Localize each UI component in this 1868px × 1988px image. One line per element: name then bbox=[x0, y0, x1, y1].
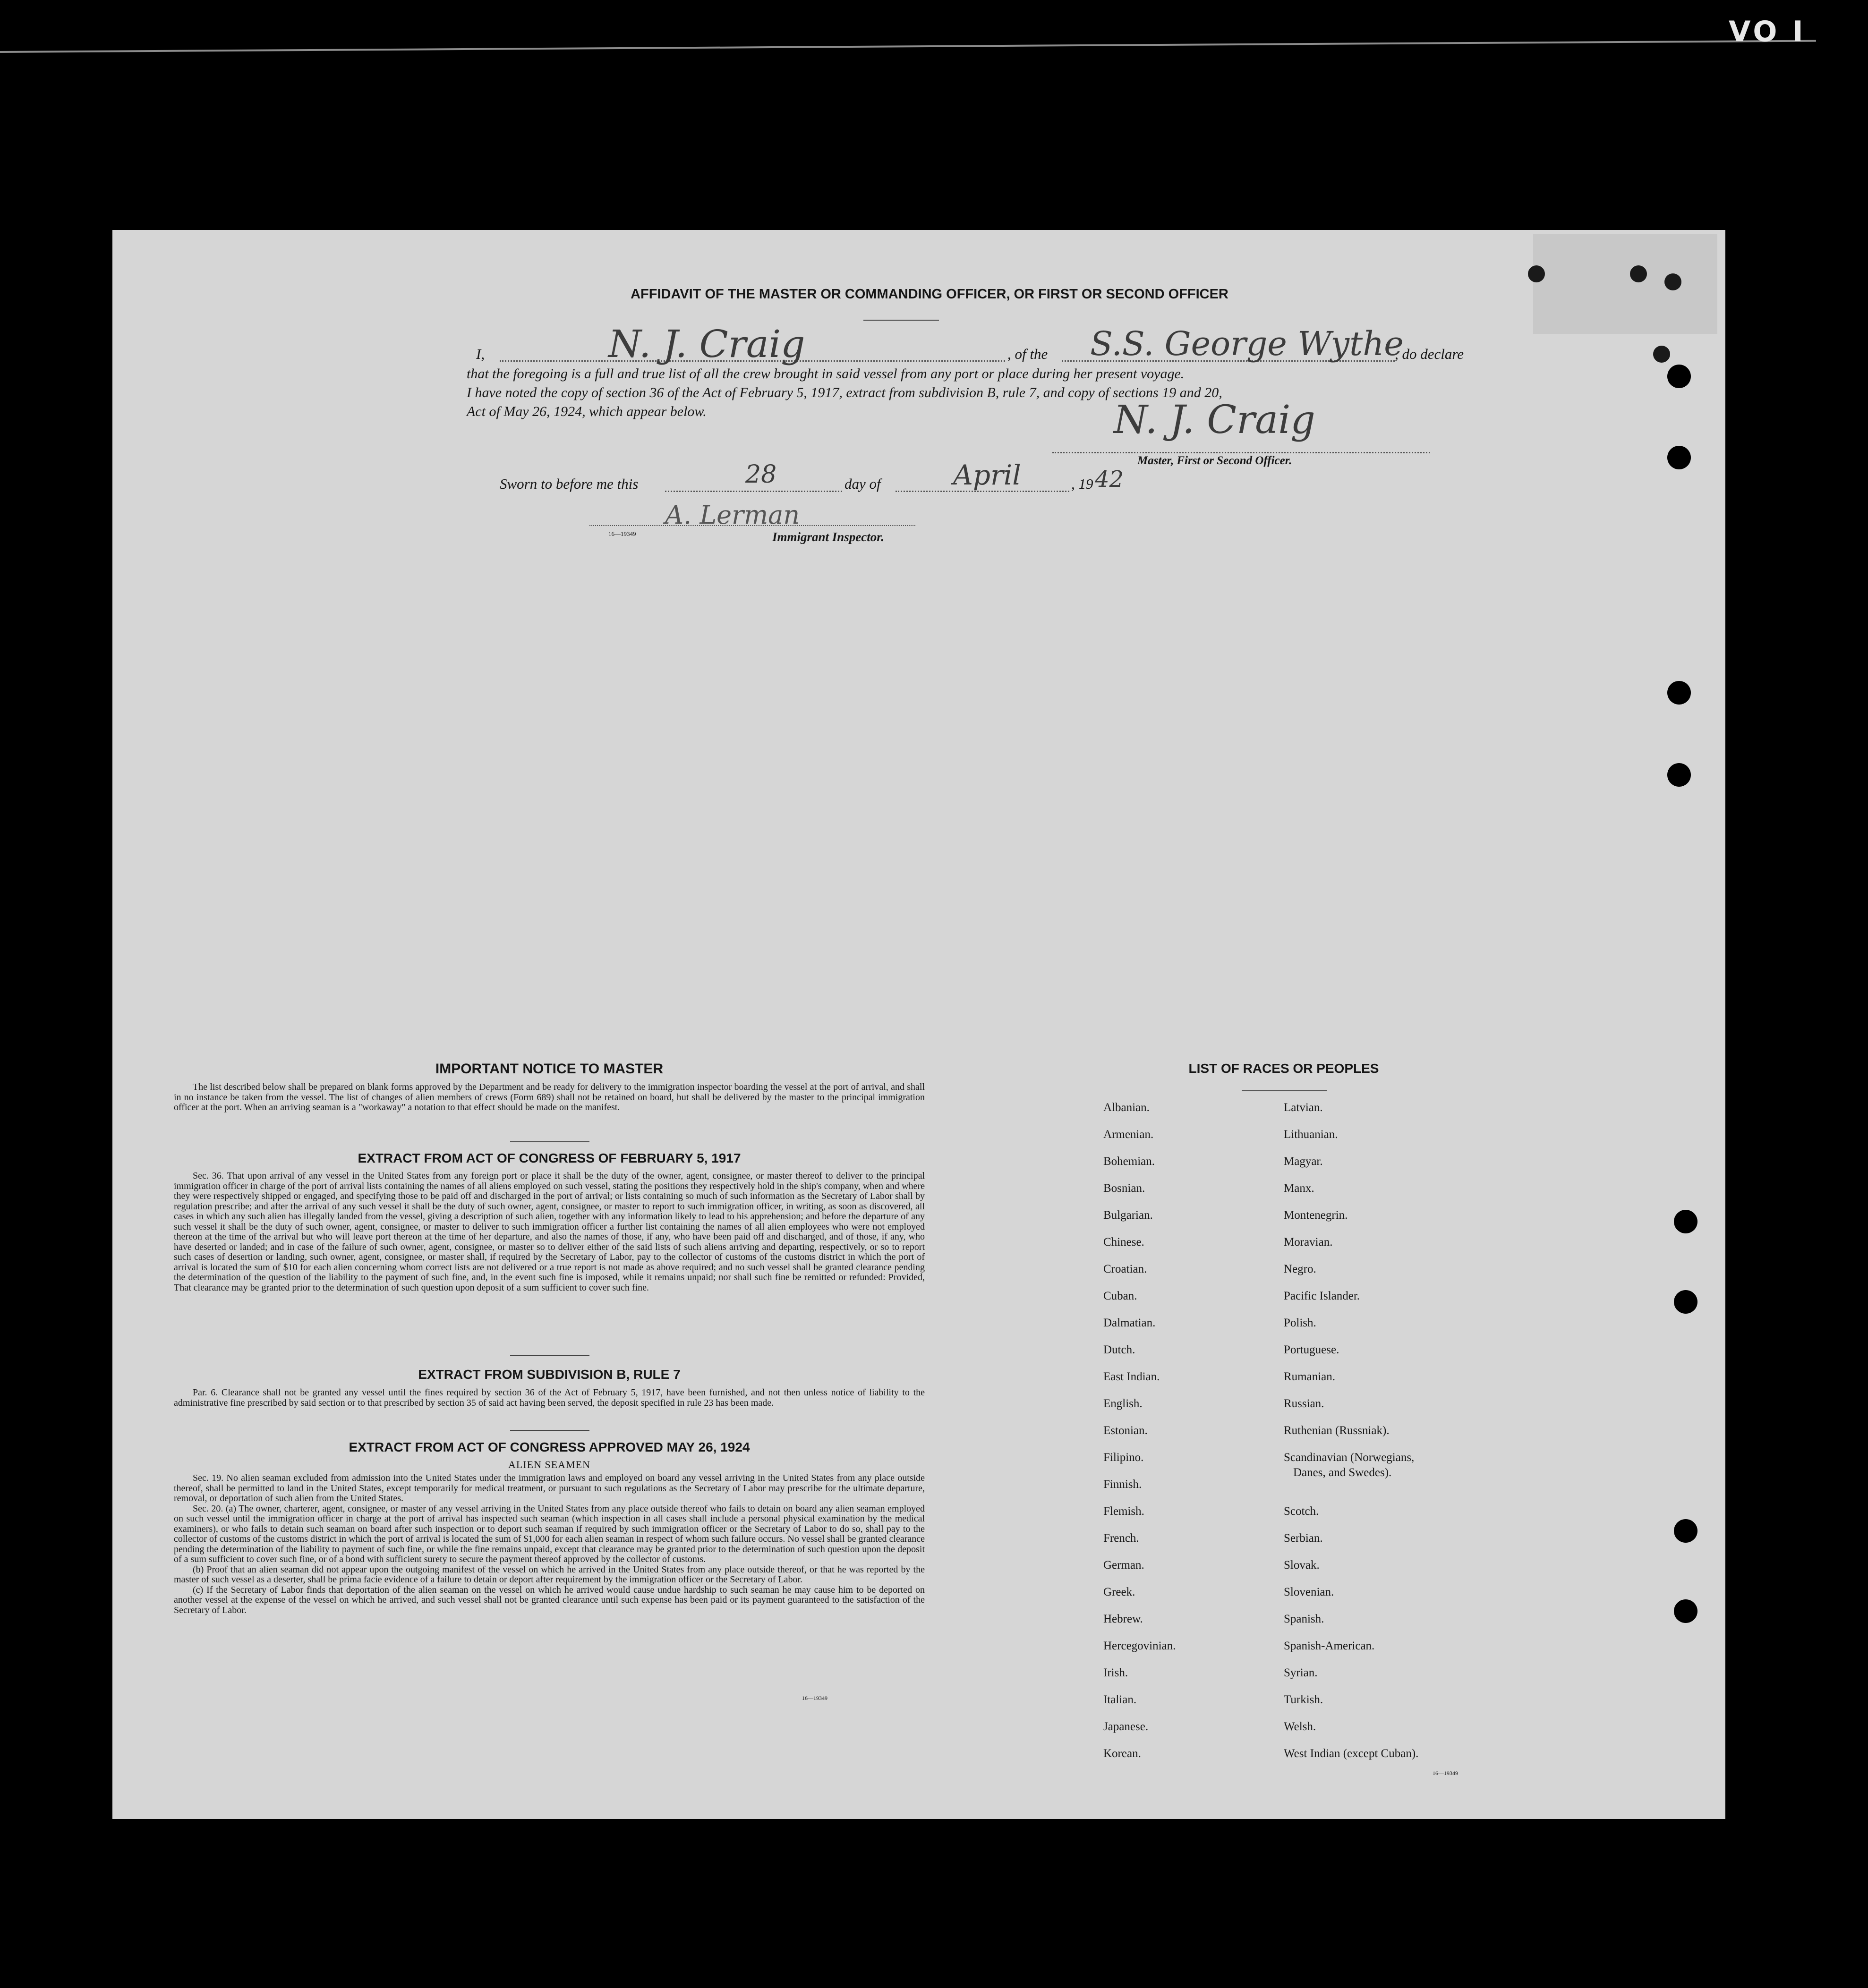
extract-1917-title: EXTRACT FROM ACT OF CONGRESS OF FEBRUARY 5, 1917 bbox=[358, 1151, 741, 1165]
race-item: Irish. bbox=[1103, 1666, 1128, 1679]
inspector-caption: Immigrant Inspector. bbox=[772, 530, 885, 544]
year-prefix: , 19 bbox=[1071, 476, 1093, 492]
binder-hole bbox=[1674, 1599, 1697, 1623]
divider bbox=[510, 1141, 589, 1142]
extract-1924-title: EXTRACT FROM ACT OF CONGRESS APPROVED MAY 26, 1924 bbox=[349, 1440, 750, 1454]
race-item: Danes, and Swedes). bbox=[1293, 1466, 1392, 1479]
vessel-name-handwritten: S.S. George Wythe bbox=[1090, 324, 1404, 363]
binder-hole bbox=[1674, 1290, 1697, 1314]
race-item: Ruthenian (Russniak). bbox=[1284, 1424, 1390, 1437]
race-item: Korean. bbox=[1103, 1747, 1141, 1760]
race-item: Armenian. bbox=[1103, 1128, 1154, 1141]
affidavit-line3: I have noted the copy of section 36 of the Act of February 5, 1917, extract from subdivision B, rule 7, and copy of sections 19 and 20, bbox=[467, 385, 1222, 400]
affidavit-line4: Act of May 26, 1924, which appear below. bbox=[467, 404, 707, 419]
race-item: Slovak. bbox=[1284, 1559, 1320, 1572]
race-item: French. bbox=[1103, 1532, 1139, 1545]
race-item: Bohemian. bbox=[1103, 1155, 1155, 1168]
form-number: 16—19349 bbox=[608, 530, 636, 537]
race-item: English. bbox=[1103, 1397, 1143, 1410]
race-item: Latvian. bbox=[1284, 1101, 1323, 1114]
race-item: Montenegrin. bbox=[1284, 1209, 1348, 1222]
race-item: Filipino. bbox=[1103, 1451, 1144, 1464]
race-item: Italian. bbox=[1103, 1693, 1137, 1706]
inspector-line bbox=[589, 525, 915, 526]
race-item: Greek. bbox=[1103, 1586, 1135, 1598]
notice-text: The list described below shall be prepared on blank forms approved by the Department and be ready for delivery to the immigration inspector boarding the vessel at the port of arrival, and shall in no instance be taken from the vessel. The list of changes of alien members of crews (Form 689) shall not be retained on board, but shall be delivered by the master to the principal immigration officer at the port. When an arriving seaman is a "workaway" a notation to that effect should be made on the manifest. bbox=[174, 1082, 925, 1113]
extract-1924-body bbox=[174, 1473, 925, 1615]
inspector-signature-handwritten: A. Lerman bbox=[665, 500, 800, 530]
binder-hole bbox=[1674, 1210, 1697, 1233]
corner-mark: VO I bbox=[1729, 15, 1806, 48]
binder-hole bbox=[1667, 763, 1691, 787]
divider bbox=[510, 1430, 589, 1431]
master-signature-handwritten: N. J. Craig bbox=[1114, 398, 1315, 442]
race-item: Turkish. bbox=[1284, 1693, 1323, 1706]
race-item: Dalmatian. bbox=[1103, 1317, 1156, 1329]
tape-patch bbox=[1533, 234, 1717, 334]
divider bbox=[1242, 1090, 1327, 1091]
extract-1917-text: Sec. 36. That upon arrival of any vessel in the United States from any foreign port or place it shall be the duty of the owner, agent, consignee, or master thereof to deliver to the principal immigration officer in charge of the port of arrival lists containing the names of all aliens employed on such vessel, stating the positions they respectively hold in the ship's company, when and where they were respectively shipped or engaged, and specifying those to be paid off and discharged in the port of arrival; or lists containing so much of such information as the Secretary of Labor shall by regulation prescribe; and after the arrival of any such vessel it shall be the duty of such owner, agent, consignee, or master to report to such immigration officer, in writing, as soon as discovered, all cases in which any such alien has illegally landed from the vessel, giving a description of such alien, together with any information likely to lead to his apprehension; and before the departure of any such vessel it shall be the duty of such owner, agent, consignee, or master to deliver to such immigration officer a further list containing the names of all alien employees who were not employed thereon at the time of the arrival but who will leave port thereon at the time of her departure, and also the names of those, if any, who have been paid off and discharged, and of those, if any, who have deserted or landed; and in case of the failure of such owner, agent, consignee, or master so to deliver either of the said lists of such aliens arriving and departing, respectively, or so to report such cases of desertion or landing, such owner, agent, consignee, or master shall, if required by the Secretary of Labor, pay to the collector of customs of the customs district in which the port of arrival is located the sum of $10 for each alien concerning whom correct lists are not delivered or a true report is not made as above required; and no such vessel shall be granted clearance pending the determination of the question of the liability to the payment of such fine, and, in the event such fine is imposed, while it remains unpaid; nor shall such fine be remitted or refunded: Provided, That clearance may be granted prior to the determination of such question upon deposit of a sum sufficient to cover such fine. bbox=[174, 1171, 925, 1293]
race-item: Albanian. bbox=[1103, 1101, 1150, 1114]
day-line bbox=[665, 491, 842, 492]
race-item: Manx. bbox=[1284, 1182, 1314, 1195]
race-item: Finnish. bbox=[1103, 1478, 1142, 1491]
alien-seamen-subtitle: ALIEN SEAMEN bbox=[508, 1459, 590, 1470]
race-item: West Indian (except Cuban). bbox=[1284, 1747, 1419, 1760]
race-item: Flemish. bbox=[1103, 1505, 1144, 1518]
master-name-handwritten: N. J. Craig bbox=[608, 322, 805, 366]
sec-19: Sec. 19. No alien seaman excluded from admission into the United States under the immigration laws and employed on board any vessel arriving in the United States from any place outside thereof, shall be permitted to land in the United States, except temporarily for medical treatment, or pursuant to such regulations as the Secretary of Labor may prescribe for the ultimate departure, removal, or deportation of such alien from the United States. bbox=[174, 1473, 925, 1504]
race-item: Serbian. bbox=[1284, 1532, 1323, 1545]
affidavit-line2: that the foregoing is a full and true list of all the crew brought in said vessel from any port or place during her present voyage. bbox=[467, 366, 1185, 382]
hole-spot bbox=[1630, 265, 1647, 282]
day-of: day of bbox=[844, 476, 881, 492]
race-item: Estonian. bbox=[1103, 1424, 1148, 1437]
sec-20a: Sec. 20. (a) The owner, charterer, agent, consignee, or master of any vessel arriving in the United States from any place outside thereof who fails to detain on board any alien seaman employed on such vessel until the immigration officer in charge at the port of arrival has inspected such seaman (which inspection in all cases shall include a personal physical examination by the medical examiners), or who fails to detain such seaman on board after such inspection or to deport such seaman if required by such immigration officer or the Secretary of Labor to do so, shall pay to the collector of customs of the customs district in which the port of arrival is located the sum of $1,000 for each alien seaman in respect of whom such failure occurs. No vessel shall be granted clearance pending the determination of the liability to payment of such fine, or while the fine remains unpaid, except that clearance may be granted prior to the determination of such question upon the deposit of a sum sufficient to cover such fine, or of a bond with sufficient surety to secure the payment thereof approved by the collector of customs. bbox=[174, 1503, 925, 1564]
binder-hole bbox=[1667, 681, 1691, 705]
race-item: Japanese. bbox=[1103, 1720, 1149, 1733]
race-item: Scandinavian (Norwegians, bbox=[1284, 1451, 1415, 1464]
signature-caption: Master, First or Second Officer. bbox=[1137, 454, 1292, 467]
divider bbox=[863, 320, 939, 321]
race-item: Polish. bbox=[1284, 1317, 1316, 1329]
binder-hole bbox=[1667, 365, 1691, 388]
sec-20b: (b) Proof that an alien seaman did not appear upon the outgoing manifest of the vessel on which he arrived in the United States from any place outside thereof, or that he was reported by the master of such vessel as a deserter, shall be prima facie evidence of a failure to detain or deport after requirement by the immigration officer or the Secretary of Labor. bbox=[174, 1564, 925, 1585]
race-item: Lithuanian. bbox=[1284, 1128, 1338, 1141]
day-handwritten: 28 bbox=[745, 460, 777, 489]
affidavit-do-declare: , do declare bbox=[1395, 346, 1464, 362]
race-item: Syrian. bbox=[1284, 1666, 1318, 1679]
race-item: Scotch. bbox=[1284, 1505, 1319, 1518]
hole-spot bbox=[1664, 273, 1681, 290]
race-item: Portuguese. bbox=[1284, 1343, 1339, 1356]
sec-20c: (c) If the Secretary of Labor finds that deportation of the alien seaman on the vessel on which he arrived would cause undue hardship to such seaman he may cause him to be deported on another vessel at the expense of the vessel on which he arrived, and such vessel shall not be granted clearance until such expense has been paid or its payment guaranteed to the satisfaction of the Secretary of Labor. bbox=[174, 1584, 925, 1615]
race-item: Spanish. bbox=[1284, 1613, 1324, 1625]
race-item: Cuban. bbox=[1103, 1290, 1137, 1302]
races-title: LIST OF RACES OR PEOPLES bbox=[1188, 1061, 1379, 1076]
month-handwritten: April bbox=[953, 459, 1021, 491]
sworn-prefix: Sworn to before me this bbox=[500, 476, 639, 492]
race-item: Moravian. bbox=[1284, 1236, 1333, 1249]
race-item: German. bbox=[1103, 1559, 1144, 1572]
race-item: Hebrew. bbox=[1103, 1613, 1143, 1625]
scanner-edge-line bbox=[0, 40, 1816, 53]
rule7-text: Par. 6. Clearance shall not be granted any vessel until the fines required by section 36 of the Act of February 5, 1917, have been furnished, and not then unless notice of liability to the administrative fine prescribed by said section or to that prescribed by section 35 of said act having been served, the deposit specified in rule 23 has been made. bbox=[174, 1387, 925, 1408]
year-handwritten: 42 bbox=[1095, 466, 1124, 493]
race-item: Dutch. bbox=[1103, 1343, 1135, 1356]
race-item: Russian. bbox=[1284, 1397, 1324, 1410]
hole-spot bbox=[1653, 346, 1670, 363]
hole-spot bbox=[1528, 265, 1545, 282]
form-number: 16—19349 bbox=[802, 1695, 827, 1701]
notice-title: IMPORTANT NOTICE TO MASTER bbox=[435, 1061, 664, 1077]
race-item: Chinese. bbox=[1103, 1236, 1144, 1249]
race-item: Hercegovinian. bbox=[1103, 1640, 1176, 1652]
affidavit-of-the: , of the bbox=[1007, 346, 1048, 362]
binder-hole bbox=[1674, 1519, 1697, 1543]
binder-hole bbox=[1667, 446, 1691, 469]
race-item: Welsh. bbox=[1284, 1720, 1316, 1733]
race-item: East Indian. bbox=[1103, 1370, 1160, 1383]
manifest-page bbox=[112, 230, 1725, 1819]
race-item: Spanish-American. bbox=[1284, 1640, 1375, 1652]
signature-line bbox=[1052, 452, 1430, 453]
race-item: Bulgarian. bbox=[1103, 1209, 1153, 1222]
race-item: Magyar. bbox=[1284, 1155, 1323, 1168]
race-item: Pacific Islander. bbox=[1284, 1290, 1360, 1302]
race-item: Slovenian. bbox=[1284, 1586, 1334, 1598]
affidavit-title: AFFIDAVIT OF THE MASTER OR COMMANDING OFFICER, OR FIRST OR SECOND OFFICER bbox=[631, 287, 1228, 302]
race-item: Bosnian. bbox=[1103, 1182, 1145, 1195]
rule7-title: EXTRACT FROM SUBDIVISION B, RULE 7 bbox=[418, 1367, 681, 1382]
race-item: Rumanian. bbox=[1284, 1370, 1336, 1383]
divider bbox=[510, 1355, 589, 1356]
form-number: 16—19349 bbox=[1433, 1770, 1458, 1776]
affidavit-i: I, bbox=[476, 346, 485, 362]
race-item: Croatian. bbox=[1103, 1263, 1147, 1275]
race-item: Negro. bbox=[1284, 1263, 1316, 1275]
